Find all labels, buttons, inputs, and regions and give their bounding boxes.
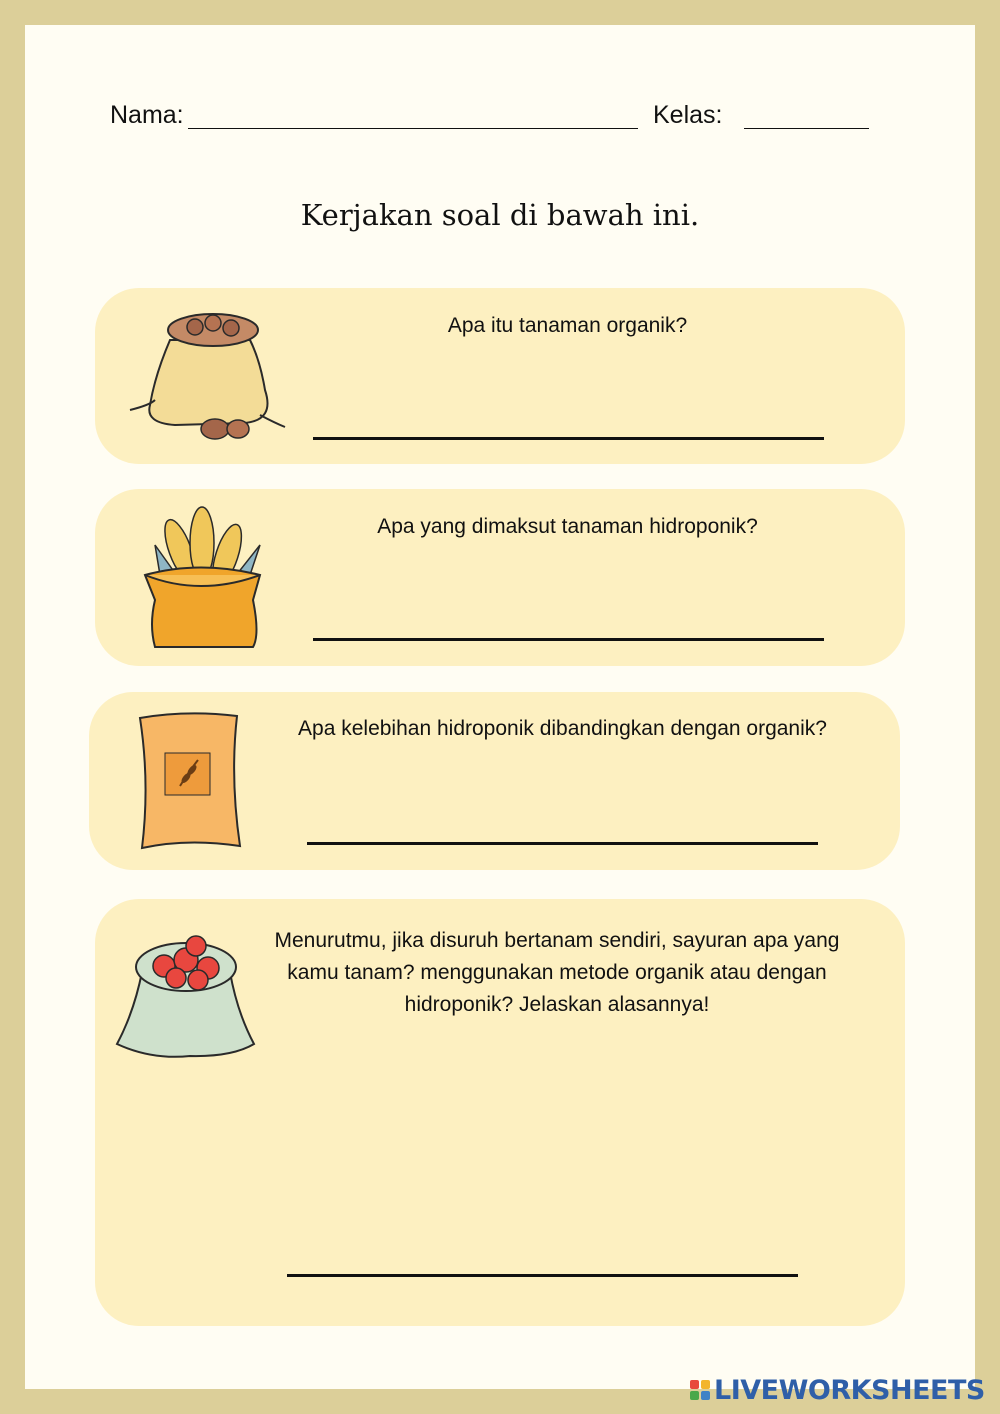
brand-name: LIVEWORKSHEETS — [714, 1374, 985, 1406]
question-text-3: Apa kelebihan hidroponik dibandingkan dengan organik? — [298, 717, 827, 740]
name-label: Nama: — [110, 101, 184, 129]
corn-sack-icon — [135, 505, 270, 655]
question-text-4: Menurutmu, jika disuruh bertanam sendiri, sayuran apa yang kamu tanam? menggunakan metode organik atau dengan hidroponik? Jelaskan alasannya! — [274, 929, 840, 1016]
question-text-2: Apa yang dimaksut tanaman hidroponik? — [377, 515, 758, 538]
liveworksheets-logo — [690, 1373, 985, 1407]
brand-blocks-icon — [690, 1380, 710, 1400]
potato-sack-icon — [125, 305, 290, 445]
tomato-sack-icon — [112, 932, 260, 1067]
instruction-title: Kerjakan soal di bawah ini. — [300, 198, 700, 232]
question-text-1: Apa itu tanaman organik? — [447, 314, 688, 337]
class-field[interactable] — [744, 128, 869, 129]
grain-bag-icon — [132, 708, 247, 853]
class-label: Kelas: — [653, 101, 723, 129]
answer-line-1[interactable] — [313, 437, 824, 440]
answer-line-3[interactable] — [307, 842, 818, 845]
name-field[interactable] — [188, 128, 638, 129]
answer-line-4[interactable] — [287, 1274, 798, 1277]
answer-line-2[interactable] — [313, 638, 824, 641]
